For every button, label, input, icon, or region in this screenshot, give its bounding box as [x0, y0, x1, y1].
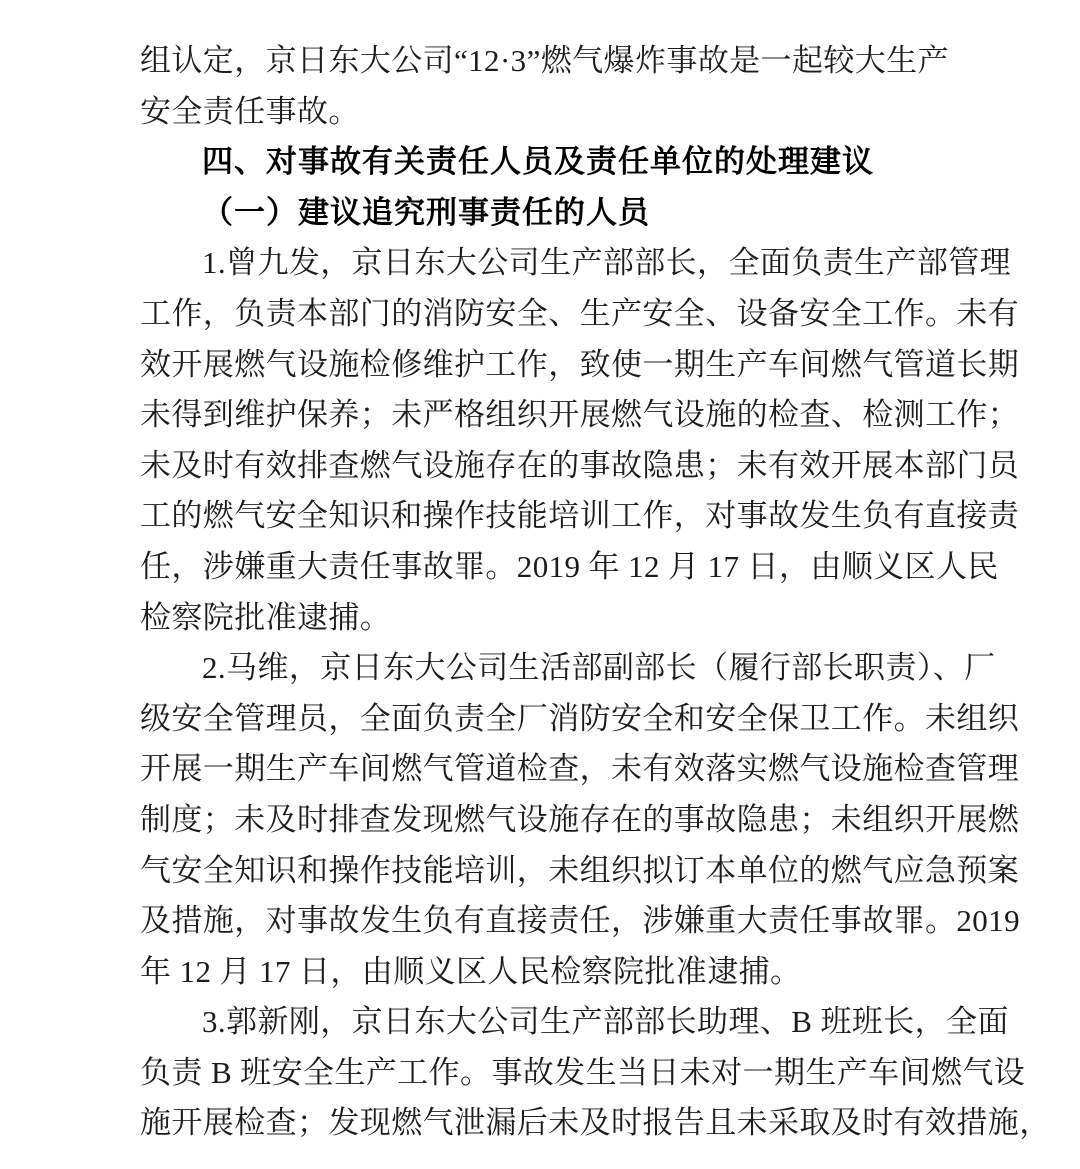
paragraph-line: 级安全管理员，全面负责全厂消防安全和安全保卫工作。未组织	[140, 700, 1020, 736]
paragraph-line: 工作，负责本部门的消防安全、生产安全、设备安全工作。未有	[140, 295, 1020, 331]
paragraph-line: 制度；未及时排查发现燃气设施存在的事故隐患；未组织开展燃	[140, 801, 1020, 837]
section-heading: 四、对事故有关责任人员及责任单位的处理建议	[202, 144, 874, 180]
subsection-heading: （一）建议追究刑事责任的人员	[202, 194, 650, 230]
paragraph-line: 工的燃气安全知识和操作技能培训工作，对事故发生负有直接责	[140, 498, 1020, 534]
paragraph-line: 未及时有效排查燃气设施存在的事故隐患；未有效开展本部门员	[140, 447, 1020, 483]
paragraph-line: 年 12 月 17 日，由顺义区人民检察院批准逮捕。	[140, 953, 802, 989]
paragraph-line: 任，涉嫌重大责任事故罪。2019 年 12 月 17 日，由顺义区人民	[140, 548, 999, 584]
paragraph-line: 施开展检查；发现燃气泄漏后未及时报告且未采取及时有效措施，	[140, 1105, 1051, 1141]
intro-continuation-line: 安全责任事故。	[140, 93, 360, 129]
paragraph-line: 1.曾九发，京日东大公司生产部部长，全面负责生产部管理	[202, 245, 1012, 281]
paragraph-line: 检察院批准逮捕。	[140, 599, 392, 635]
paragraph-line: 负责 B 班安全生产工作。事故发生当日未对一期生产车间燃气设	[140, 1054, 1026, 1090]
paragraph-line: 2.马维，京日东大公司生活部副部长（履行部长职责）、厂	[202, 650, 996, 686]
paragraph-line: 气安全知识和操作技能培训，未组织拟订本单位的燃气应急预案	[140, 852, 1020, 888]
paragraph-line: 及措施，对事故发生负有直接责任，涉嫌重大责任事故罪。2019	[140, 903, 1020, 939]
paragraph-line: 3.郭新刚，京日东大公司生产部部长助理、B 班班长，全面	[202, 1004, 1009, 1040]
paragraph-line: 开展一期生产车间燃气管道检查，未有效落实燃气设施检查管理	[140, 751, 1020, 787]
paragraph-line: 效开展燃气设施检修维护工作，致使一期生产车间燃气管道长期	[140, 346, 1020, 382]
intro-continuation-line: 组认定，京日东大公司“12·3”燃气爆炸事故是一起较大生产	[140, 43, 949, 78]
paragraph-line: 未得到维护保养；未严格组织开展燃气设施的检查、检测工作；	[140, 397, 1020, 433]
